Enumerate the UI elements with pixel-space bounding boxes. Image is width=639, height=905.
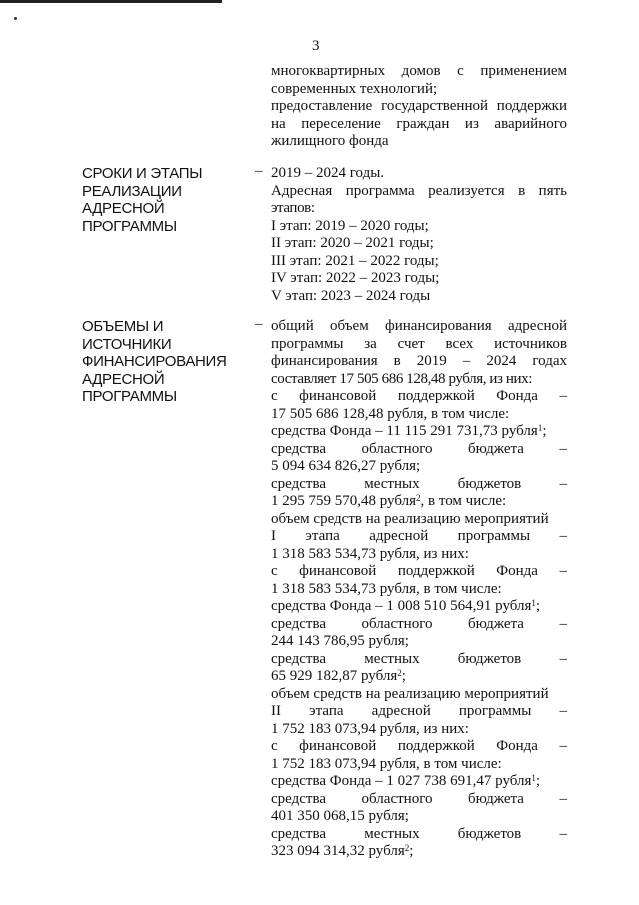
line-text: I этапа адресной программы – (271, 528, 567, 544)
footnote-ref: 2 (416, 493, 421, 503)
text-line (271, 668, 567, 686)
line-text-tail: ; (535, 598, 541, 614)
text-line (271, 581, 567, 599)
text-line (271, 686, 567, 704)
footnote-ref: 1 (531, 598, 536, 608)
line-text: средства местных бюджетов – (271, 475, 567, 492)
line-text: общий объем финансирования адресной (271, 318, 567, 334)
text-line (271, 616, 567, 634)
line-text: средства Фонда – 1 008 510 564,91 рубля (271, 598, 532, 614)
line-text: многоквартирных домов с применением (271, 63, 567, 79)
line-text: жилищного фонда (271, 133, 389, 149)
line-text: 65 929 182,87 рубля (271, 668, 398, 684)
line-text: 5 094 634 826,27 рубля; (271, 458, 421, 474)
line-text: объем средств на реализацию мероприятий (271, 685, 549, 702)
line-text: II этап: 2020 – 2021 годы; (271, 235, 434, 251)
line-text: современных технологий; (271, 80, 438, 97)
text-line (271, 371, 567, 389)
line-text: III этап: 2021 – 2022 годы; (271, 252, 439, 269)
line-text: объем средств на реализацию мероприятий (271, 510, 549, 527)
text-line (271, 406, 567, 424)
text-line (271, 63, 567, 81)
section-label-line: ИСТОЧНИКИ (82, 335, 172, 353)
text-line (271, 458, 567, 476)
text-line (271, 791, 567, 809)
text-line (271, 843, 567, 861)
section-label-line: ПРОГРАММЫ (82, 217, 177, 235)
text-line (271, 528, 567, 546)
line-text-tail: , в том числе: (420, 493, 507, 509)
section-content-funding (271, 318, 567, 861)
footnote-ref: 1 (537, 423, 543, 433)
text-line (271, 476, 567, 494)
scan-artifact-line (0, 0, 222, 3)
text-line (271, 81, 567, 99)
section-dash: – (255, 316, 263, 332)
text-line (271, 441, 567, 459)
line-text: 244 143 786,95 рубля; (271, 633, 409, 649)
text-line (271, 165, 567, 183)
text-line (271, 388, 567, 406)
line-text-tail: ; (535, 773, 541, 789)
section-label-line: АДРЕСНОЙ (82, 200, 165, 217)
text-line (271, 738, 567, 756)
line-text: на переселение граждан из аварийного (271, 115, 567, 132)
line-text: средства областного бюджета – (271, 790, 567, 807)
text-line (271, 493, 567, 511)
line-text: средства областного бюджета – (271, 615, 567, 632)
line-text: 323 094 314,32 рубля (271, 843, 405, 859)
line-text: I этап: 2019 – 2020 годы; (271, 217, 429, 234)
footnote-ref: 2 (397, 668, 402, 678)
footnote-ref: 2 (404, 843, 410, 853)
text-line (271, 270, 567, 288)
text-line (271, 336, 567, 354)
line-text: 1 752 183 073,94 рубля, в том числе: (271, 755, 502, 772)
line-text: 2019 – 2024 годы. (271, 165, 385, 181)
line-text: 1 295 759 570,48 рубля (271, 493, 416, 509)
text-line (271, 651, 567, 669)
text-line (271, 808, 567, 826)
text-line (271, 511, 567, 529)
line-text: с финансовой поддержкой Фонда – (271, 563, 567, 579)
line-text: 17 505 686 128,48 рубля, в том числе: (271, 405, 510, 422)
text-line (271, 633, 567, 651)
line-text: средства Фонда – 1 027 738 691,47 рубля (271, 773, 532, 789)
line-text-tail: ; (401, 668, 406, 684)
section-label-line: РЕАЛИЗАЦИИ (82, 182, 182, 200)
section-content-terms (271, 165, 567, 305)
text-line (271, 423, 567, 441)
text-line (271, 773, 567, 791)
line-text: средства Фонда – 11 115 291 731,73 рубля (271, 423, 538, 439)
text-line (271, 353, 567, 371)
line-text: этапов: (271, 200, 315, 216)
text-line (271, 98, 567, 116)
line-text: с финансовой поддержкой Фонда – (271, 738, 567, 754)
line-text: 1 318 583 534,73 рубля, в том числе: (271, 580, 502, 597)
text-line (271, 288, 567, 306)
line-text: программы за счет всех источников (271, 335, 567, 352)
text-line (271, 218, 567, 236)
text-line (271, 253, 567, 271)
line-text: средства местных бюджетов – (271, 650, 567, 667)
text-line (271, 235, 567, 253)
text-line (271, 318, 567, 336)
line-text: 1 752 183 073,94 рубля, из них: (271, 720, 469, 737)
line-text-tail: ; (542, 423, 547, 439)
text-line (271, 133, 567, 151)
line-text: средства областного бюджета – (271, 440, 567, 457)
line-text: 1 318 583 534,73 рубля, из них: (271, 545, 469, 562)
line-text: с финансовой поддержкой Фонда – (271, 388, 567, 404)
text-line (271, 721, 567, 739)
line-text: предоставление государственной поддержки (271, 98, 567, 114)
section-label-funding (82, 318, 227, 406)
line-text: составляет 17 505 686 128,48 рубля, из них: (271, 370, 533, 387)
scan-artifact-dot (14, 17, 17, 20)
section-dash: – (255, 163, 263, 179)
section-label-line: СРОКИ И ЭТАПЫ (82, 165, 203, 182)
section-label-terms (82, 165, 202, 235)
line-text: V этап: 2023 – 2024 годы (271, 287, 431, 304)
text-line (271, 826, 567, 844)
section-label-line: АДРЕСНОЙ (82, 370, 165, 388)
line-text: Адресная программа реализуется в пять (271, 182, 567, 199)
text-line (271, 546, 567, 564)
text-line (271, 200, 567, 218)
line-text: финансирования в 2019 – 2024 годах (271, 353, 567, 369)
text-line (271, 703, 567, 721)
footnote-ref: 1 (531, 773, 536, 783)
text-line (271, 598, 567, 616)
line-text: IV этап: 2022 – 2023 годы; (271, 270, 440, 286)
section-label-line: ФИНАНСИРОВАНИЯ (82, 353, 227, 370)
page-number: 3 (312, 38, 320, 54)
line-text: средства местных бюджетов – (271, 825, 567, 842)
line-text: II этапа адресной программы – (271, 703, 567, 719)
line-text: 401 350 068,15 рубля; (271, 808, 409, 824)
line-text-tail: ; (409, 843, 414, 859)
intro-paragraph (271, 63, 567, 151)
text-line (271, 563, 567, 581)
text-line (271, 183, 567, 201)
text-line (271, 756, 567, 774)
text-line (271, 116, 567, 134)
section-label-line: ОБЪЕМЫ И (82, 318, 164, 335)
section-label-line: ПРОГРАММЫ (82, 388, 177, 405)
